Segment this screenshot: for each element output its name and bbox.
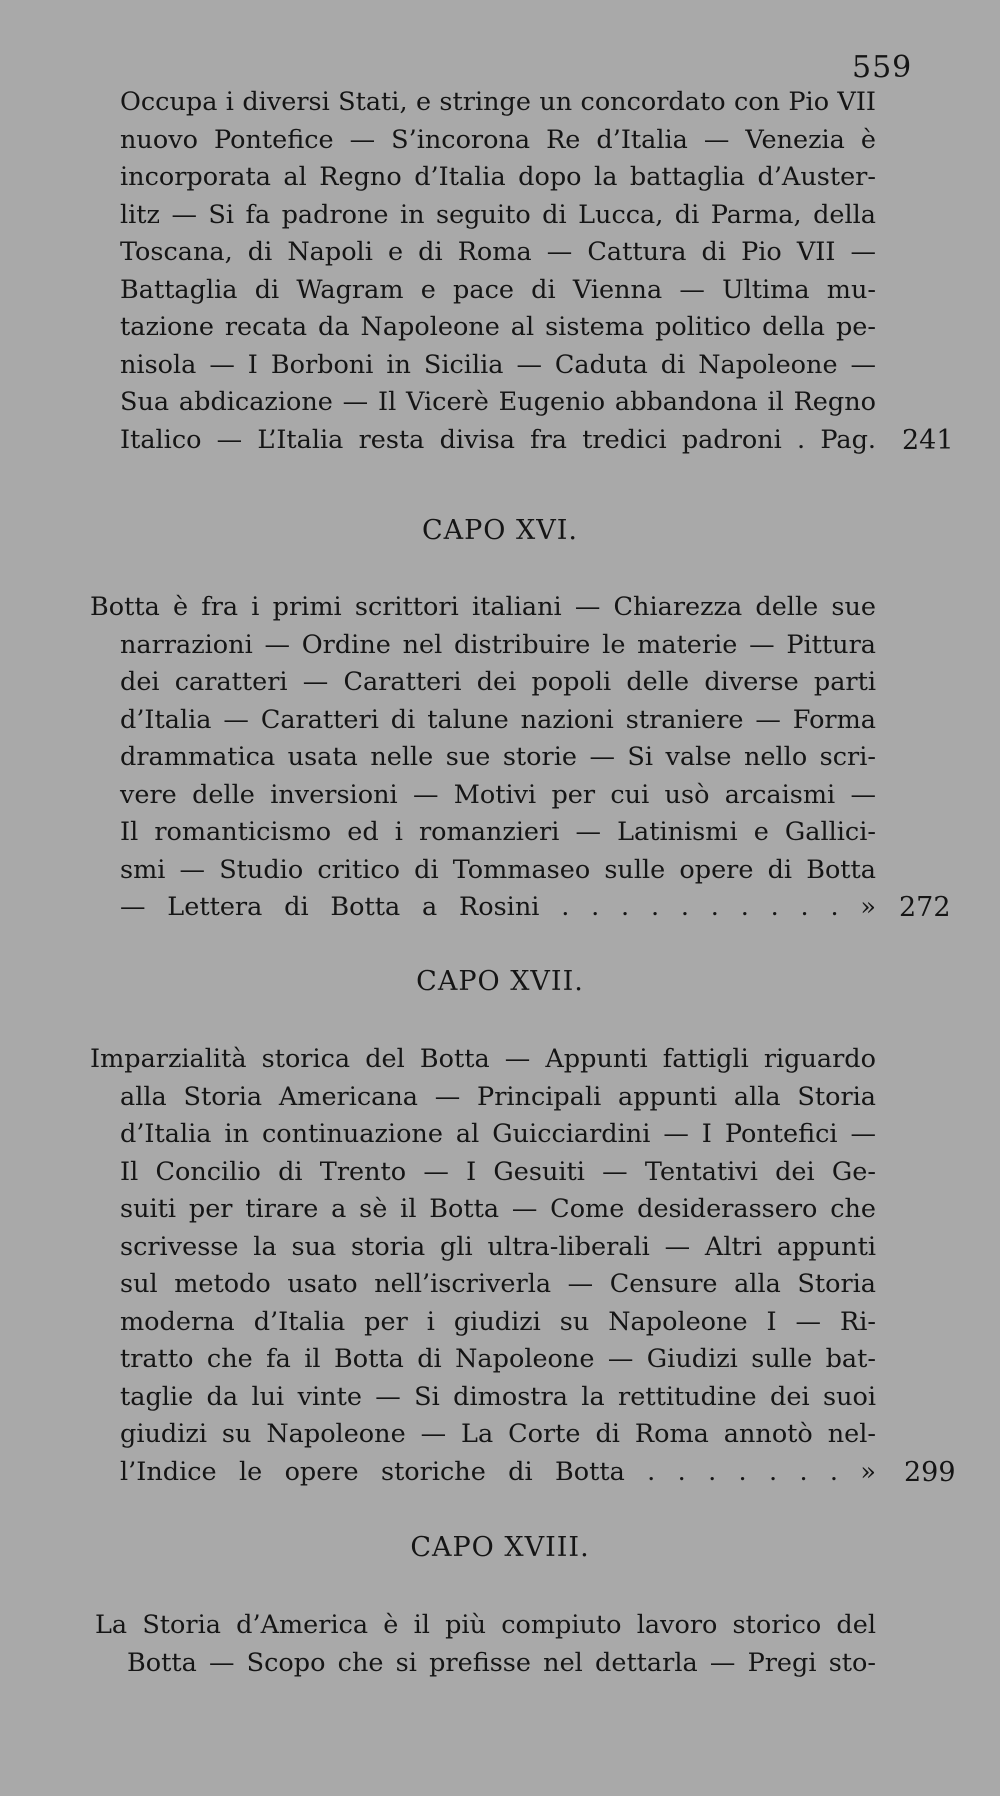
text-line: scrivesse la sua storia gli ultra-liberali — Altri appunti [120, 1231, 876, 1262]
text-line: Botta è fra i primi scrittori italiani — Chiarezza delle sue [90, 592, 876, 622]
text-line: Il romanticismo ed i romanzieri — Latinismi e Gallici- [120, 817, 876, 847]
text-line: — Lettera di Botta a Rosini . . . . . . . . . . » [120, 892, 876, 922]
text-line: l’Indice le opere storiche di Botta . . . . . . . » [120, 1456, 876, 1487]
text-line: giudizi su Napoleone — La Corte di Roma annotò nel- [120, 1419, 876, 1449]
text-line: d’Italia in continuazione al Guicciardini — I Pontefici — [120, 1119, 876, 1149]
chapter-heading: CAPO XVI. [421, 515, 578, 546]
text-line: vere delle inversioni — Motivi per cui usò arcaismi — [120, 779, 876, 810]
page-reference: 299 [904, 1456, 956, 1488]
text-line: d’Italia — Caratteri di talune nazioni straniere — Forma [120, 704, 876, 735]
text-line: Il Concilio di Trento — I Gesuiti — Tentativi dei Ge- [120, 1156, 876, 1187]
chapter-heading: CAPO XVIII. [410, 1532, 590, 1563]
text-line: Imparzialità storica del Botta — Appunti fattigli riguardo [90, 1044, 876, 1074]
page-reference: 241 [902, 424, 954, 456]
text-line: sul metodo usato nell’iscriverla — Censure alla Storia [120, 1269, 876, 1299]
text-line: Italico — L’Italia resta divisa fra tredici padroni . Pag. [120, 424, 876, 455]
text-line: tazione recata da Napoleone al sistema politico della pe- [120, 312, 876, 342]
text-line: alla Storia Americana — Principali appunti alla Storia [120, 1081, 876, 1112]
chapter-heading: CAPO XVII. [416, 966, 584, 997]
text-line: Botta — Scopo che si prefisse nel dettarla — Pregi sto- [127, 1647, 876, 1678]
text-line: narrazioni — Ordine nel distribuire le materie — Pittura [120, 629, 876, 660]
text-line: Battaglia di Wagram e pace di Vienna — Ultima mu- [120, 274, 876, 305]
text-line: Toscana, di Napoli e di Roma — Cattura di Pio VII — [120, 237, 876, 267]
text-line: nuovo Pontefice — S’incorona Re d’Italia — Venezia è [120, 124, 876, 155]
text-line: Occupa i diversi Stati, e stringe un concordato con Pio VII [120, 87, 876, 117]
text-line: Sua abdicazione — Il Vicerè Eugenio abbandona il Regno [120, 387, 876, 417]
text-line: suiti per tirare a sè il Botta — Come desiderassero che [120, 1194, 876, 1224]
text-line: taglie da lui vinte — Si dimostra la rettitudine dei suoi [120, 1381, 876, 1412]
text-line: incorporata al Regno d’Italia dopo la battaglia d’Auster- [120, 162, 876, 192]
text-line: nisola — I Borboni in Sicilia — Caduta di Napoleone — [120, 349, 876, 380]
text-line: litz — Si fa padrone in seguito di Lucca, di Parma, della [120, 199, 876, 230]
text-line: moderna d’Italia per i giudizi su Napoleone I — Ri- [120, 1306, 876, 1337]
text-line: dei caratteri — Caratteri dei popoli delle diverse parti [120, 667, 876, 697]
text-line: smi — Studio critico di Tommaseo sulle opere di Botta [120, 854, 876, 885]
text-line: drammatica usata nelle sue storie — Si valse nello scri- [120, 742, 876, 772]
text-line: La Storia d’America è il più compiuto lavoro storico del [95, 1610, 876, 1640]
page-number: 559 [852, 50, 913, 85]
text-line: tratto che fa il Botta di Napoleone — Giudizi sulle bat- [120, 1344, 876, 1374]
page-reference: 272 [899, 892, 951, 923]
